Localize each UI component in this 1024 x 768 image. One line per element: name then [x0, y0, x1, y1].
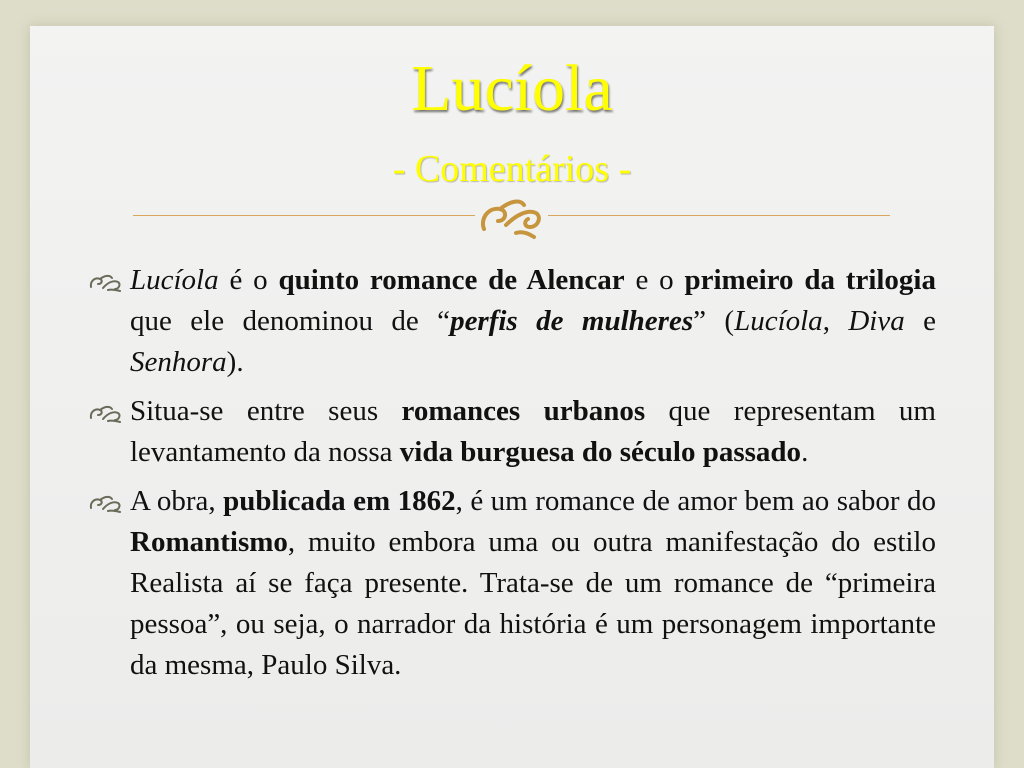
bullet-text-segment: que representam um levantamento da nossa — [130, 395, 936, 468]
bullet-text-segment: . — [801, 436, 809, 468]
bullet-item — [88, 260, 936, 383]
flourish-bullet-icon — [88, 493, 124, 513]
bullet-text-segment: e — [904, 305, 937, 337]
bullet-text-segment: Romantismo — [130, 526, 288, 558]
bullet-text-segment: , muito embora uma ou outra manifestação do estilo Realista aí se faça presente. Trata-se de um romance de “primeira pessoa”, ou seja, o narrador da história é um personagem importante da mesma, Paulo Silva. — [130, 526, 936, 681]
bullet-text-segment: ” ( — [693, 305, 735, 337]
flourish-bullet-icon — [88, 403, 124, 423]
bullet-text-segment: Situa-se entre seus — [130, 395, 402, 427]
bullet-text-segment: vida burguesa do século passado — [399, 436, 802, 468]
bullet-text-segment: , é um romance de amor bem ao sabor do — [455, 485, 937, 517]
slide-title: Lucíola — [411, 52, 613, 125]
bullet-text-segment: Senhora — [130, 346, 227, 378]
flourish-bullet-icon — [88, 272, 124, 292]
slide — [30, 26, 994, 768]
bullet-text-segment: que ele denominou de “ — [130, 305, 451, 337]
bullet-text-segment: Lucíola — [734, 305, 823, 337]
bullet-text-segment: primeiro da trilogia — [684, 264, 936, 296]
bullet-text-segment: A obra, — [130, 485, 224, 517]
bullet-text-segment: ). — [226, 346, 244, 378]
bullet-text-segment: perfis de mulheres — [450, 305, 694, 337]
slide-subtitle: - Comentários - — [392, 148, 632, 190]
divider-right — [548, 215, 890, 216]
bullet-item — [88, 391, 936, 473]
bullet-list — [88, 260, 936, 694]
bullet-text-segment: , — [822, 305, 849, 337]
bullet-text-segment: publicada em 1862 — [223, 485, 456, 517]
divider-left — [133, 215, 475, 216]
bullet-text-segment: romances urbanos — [401, 395, 646, 427]
bullet-text-segment: quinto romance de Alencar — [278, 264, 625, 296]
bullet-text-segment: é o — [218, 264, 279, 296]
flourish-ornament-icon — [476, 191, 548, 241]
bullet-item — [88, 481, 936, 686]
bullet-text-segment: Diva — [848, 305, 905, 337]
bullet-text-segment: e o — [624, 264, 685, 296]
bullet-text-segment: Lucíola — [130, 264, 219, 296]
